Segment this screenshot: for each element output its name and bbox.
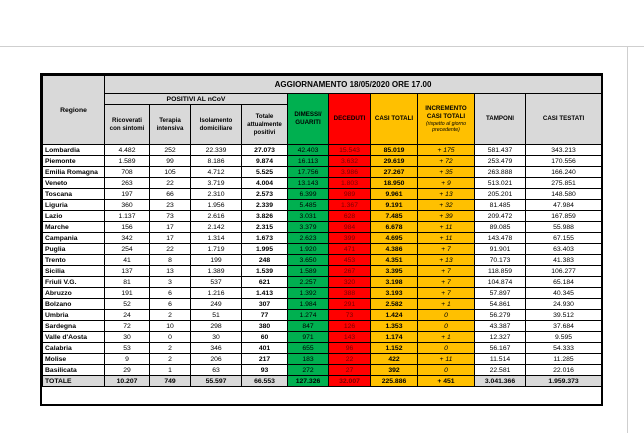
cell-terapia: 252 (150, 145, 191, 156)
cell-casi-testati: 41.383 (526, 255, 602, 266)
cell-ricoverati: 137 (105, 266, 150, 277)
cell-tamponi: 54.861 (475, 299, 526, 310)
cell-dimessi: 3.031 (288, 211, 329, 222)
cell-dimessi: 13.143 (288, 178, 329, 189)
cell-totale-positivi: 401 (242, 343, 288, 354)
cell-terapia: 23 (150, 200, 191, 211)
cell-ricoverati: 1.137 (105, 211, 150, 222)
cell-casi-totali: 9.961 (371, 189, 418, 200)
cell-ricoverati: 1.589 (105, 156, 150, 167)
cell-region: Calabria (43, 343, 105, 354)
cell-casi-totali: 2.582 (371, 299, 418, 310)
cell-terapia: 99 (150, 156, 191, 167)
cell-casi-testati: 54.333 (526, 343, 602, 354)
cell-totale-positivi: 1.673 (242, 233, 288, 244)
total-region: TOTALE (43, 376, 105, 387)
cell-incremento: + 7 (418, 266, 475, 277)
cell-terapia: 17 (150, 222, 191, 233)
cell-dimessi: 183 (288, 354, 329, 365)
cell-casi-testati: 9.595 (526, 332, 602, 343)
cell-ricoverati: 29 (105, 365, 150, 376)
header-casi-totali: CASI TOTALI (371, 94, 418, 145)
cell-deceduti: 126 (329, 321, 371, 332)
cell-casi-totali: 6.678 (371, 222, 418, 233)
cell-dimessi: 1.392 (288, 288, 329, 299)
total-casi-totali: 225.886 (371, 376, 418, 387)
total-terapia: 749 (150, 376, 191, 387)
cell-dimessi: 6.399 (288, 189, 329, 200)
cell-terapia: 66 (150, 189, 191, 200)
cell-casi-testati: 65.184 (526, 277, 602, 288)
cell-ricoverati: 156 (105, 222, 150, 233)
table-row (43, 299, 602, 310)
cell-tamponi: 143.478 (475, 233, 526, 244)
cell-region: Sicilia (43, 266, 105, 277)
table-row (43, 189, 602, 200)
cell-incremento: + 39 (418, 211, 475, 222)
cell-region: Piemonte (43, 156, 105, 167)
cell-incremento: + 7 (418, 288, 475, 299)
cell-totale-positivi: 27.073 (242, 145, 288, 156)
cell-terapia: 1 (150, 365, 191, 376)
cell-casi-totali: 3.395 (371, 266, 418, 277)
cell-incremento: 0 (418, 310, 475, 321)
cell-deceduti: 267 (329, 266, 371, 277)
cell-incremento: + 32 (418, 200, 475, 211)
cell-casi-testati: 39.512 (526, 310, 602, 321)
header-incremento-label: INCREMENTO CASI TOTALI (425, 105, 467, 120)
cell-dimessi: 3.650 (288, 255, 329, 266)
table-row (43, 244, 602, 255)
cell-totale-positivi: 2.339 (242, 200, 288, 211)
cell-isolamento: 298 (191, 321, 242, 332)
header-terapia: Terapia intensiva (150, 105, 191, 145)
cell-ricoverati: 72 (105, 321, 150, 332)
cell-region: Friuli V.G. (43, 277, 105, 288)
cell-deceduti: 399 (329, 233, 371, 244)
cell-totale-positivi: 77 (242, 310, 288, 321)
cell-region: Valle d'Aosta (43, 332, 105, 343)
cell-casi-totali: 4.695 (371, 233, 418, 244)
cell-dimessi: 1.589 (288, 266, 329, 277)
cell-ricoverati: 52 (105, 299, 150, 310)
cell-terapia: 8 (150, 255, 191, 266)
cell-ricoverati: 360 (105, 200, 150, 211)
table-row (43, 178, 602, 189)
cell-casi-totali: 3.193 (371, 288, 418, 299)
cell-tamponi: 81.485 (475, 200, 526, 211)
cell-casi-testati: 148.580 (526, 189, 602, 200)
cell-ricoverati: 254 (105, 244, 150, 255)
cell-deceduti: 1.367 (329, 200, 371, 211)
cell-region: Campania (43, 233, 105, 244)
cell-deceduti: 22 (329, 354, 371, 365)
cell-incremento: + 175 (418, 145, 475, 156)
table-row (43, 266, 602, 277)
cell-tamponi: 43.387 (475, 321, 526, 332)
cell-deceduti: 453 (329, 255, 371, 266)
cell-totale-positivi: 5.525 (242, 167, 288, 178)
covid-table (42, 75, 602, 387)
cell-terapia: 73 (150, 211, 191, 222)
cell-deceduti: 3.632 (329, 156, 371, 167)
header-isolamento: Isolamento domiciliare (191, 105, 242, 145)
cell-incremento: 0 (418, 321, 475, 332)
cell-totale-positivi: 2.573 (242, 189, 288, 200)
cell-isolamento: 199 (191, 255, 242, 266)
cell-region: Marche (43, 222, 105, 233)
cell-isolamento: 1.956 (191, 200, 242, 211)
header-dimessi: DIMESSI/ GUARITI (288, 94, 329, 145)
cell-tamponi: 263.888 (475, 167, 526, 178)
cell-casi-testati: 166.240 (526, 167, 602, 178)
cell-tamponi: 104.874 (475, 277, 526, 288)
total-tamponi: 3.041.366 (475, 376, 526, 387)
table-row (43, 332, 602, 343)
cell-tamponi: 70.173 (475, 255, 526, 266)
cell-ricoverati: 53 (105, 343, 150, 354)
cell-isolamento: 537 (191, 277, 242, 288)
cell-incremento: + 1 (418, 332, 475, 343)
cell-totale-positivi: 3.826 (242, 211, 288, 222)
cell-deceduti: 1.803 (329, 178, 371, 189)
cell-isolamento: 249 (191, 299, 242, 310)
table-title: AGGIORNAMENTO 18/05/2020 ORE 17.00 (105, 76, 602, 94)
cell-ricoverati: 342 (105, 233, 150, 244)
cell-incremento: + 13 (418, 255, 475, 266)
cell-totale-positivi: 380 (242, 321, 288, 332)
cell-tamponi: 581.437 (475, 145, 526, 156)
cell-casi-totali: 29.619 (371, 156, 418, 167)
cell-incremento: + 72 (418, 156, 475, 167)
cell-totale-positivi: 307 (242, 299, 288, 310)
cell-region: Basilicata (43, 365, 105, 376)
cell-casi-testati: 343.213 (526, 145, 602, 156)
cell-totale-positivi: 93 (242, 365, 288, 376)
table-row (43, 288, 602, 299)
header-incremento-note: (rispetto al giorno precedente) (425, 121, 467, 133)
header-positivi-group: POSITIVI AL nCoV (105, 94, 288, 105)
cell-dimessi: 17.756 (288, 167, 329, 178)
cell-casi-totali: 85.019 (371, 145, 418, 156)
cell-terapia: 2 (150, 310, 191, 321)
header-incremento (418, 94, 475, 145)
cell-ricoverati: 708 (105, 167, 150, 178)
cell-incremento: + 1 (418, 299, 475, 310)
cell-terapia: 0 (150, 332, 191, 343)
cell-deceduti: 73 (329, 310, 371, 321)
cell-tamponi: 513.021 (475, 178, 526, 189)
cell-ricoverati: 197 (105, 189, 150, 200)
cell-region: Sardegna (43, 321, 105, 332)
cell-casi-totali: 1.152 (371, 343, 418, 354)
cell-tamponi: 22.581 (475, 365, 526, 376)
table-row (43, 255, 602, 266)
cell-casi-totali: 4.386 (371, 244, 418, 255)
cell-totale-positivi: 1.995 (242, 244, 288, 255)
cell-totale-positivi: 1.539 (242, 266, 288, 277)
cell-deceduti: 143 (329, 332, 371, 343)
cell-dimessi: 1.920 (288, 244, 329, 255)
cell-tamponi: 12.327 (475, 332, 526, 343)
cell-region: Bolzano (43, 299, 105, 310)
cell-ricoverati: 263 (105, 178, 150, 189)
cell-region: Liguria (43, 200, 105, 211)
cell-incremento: + 7 (418, 244, 475, 255)
top-divider (0, 46, 644, 47)
cell-dimessi: 42.403 (288, 145, 329, 156)
cell-dimessi: 16.113 (288, 156, 329, 167)
cell-incremento: + 11 (418, 233, 475, 244)
cell-casi-testati: 40.345 (526, 288, 602, 299)
table-body (43, 145, 602, 376)
right-divider (627, 46, 628, 433)
header-deceduti: DECEDUTI (329, 94, 371, 145)
header-totale-positivi: Totale attualmente positivi (242, 105, 288, 145)
cell-casi-testati: 106.277 (526, 266, 602, 277)
total-ricoverati: 10.207 (105, 376, 150, 387)
cell-isolamento: 22.339 (191, 145, 242, 156)
cell-isolamento: 4.712 (191, 167, 242, 178)
cell-region: Emilia Romagna (43, 167, 105, 178)
cell-ricoverati: 30 (105, 332, 150, 343)
cell-incremento: + 11 (418, 354, 475, 365)
total-totale-positivi: 66.553 (242, 376, 288, 387)
cell-casi-totali: 3.198 (371, 277, 418, 288)
cell-region: Puglia (43, 244, 105, 255)
cell-isolamento: 346 (191, 343, 242, 354)
cell-isolamento: 3.719 (191, 178, 242, 189)
cell-region: Molise (43, 354, 105, 365)
covid-table-frame (40, 73, 603, 406)
cell-casi-testati: 47.984 (526, 200, 602, 211)
header-ricoverati: Ricoverati con sintomi (105, 105, 150, 145)
cell-casi-totali: 1.424 (371, 310, 418, 321)
table-row (43, 233, 602, 244)
cell-dimessi: 2.257 (288, 277, 329, 288)
cell-terapia: 2 (150, 343, 191, 354)
total-isolamento: 55.597 (191, 376, 242, 387)
cell-totale-positivi: 621 (242, 277, 288, 288)
header-tamponi: TAMPONI (475, 94, 526, 145)
cell-totale-positivi: 248 (242, 255, 288, 266)
cell-ricoverati: 4.482 (105, 145, 150, 156)
cell-isolamento: 1.216 (191, 288, 242, 299)
cell-totale-positivi: 2.315 (242, 222, 288, 233)
cell-terapia: 2 (150, 354, 191, 365)
cell-totale-positivi: 4.004 (242, 178, 288, 189)
cell-terapia: 13 (150, 266, 191, 277)
cell-incremento: + 13 (418, 189, 475, 200)
cell-casi-testati: 63.403 (526, 244, 602, 255)
table-row (43, 211, 602, 222)
cell-dimessi: 847 (288, 321, 329, 332)
cell-isolamento: 51 (191, 310, 242, 321)
table-row (43, 277, 602, 288)
cell-ricoverati: 191 (105, 288, 150, 299)
cell-region: Lombardia (43, 145, 105, 156)
cell-dimessi: 272 (288, 365, 329, 376)
cell-casi-testati: 37.684 (526, 321, 602, 332)
cell-ricoverati: 24 (105, 310, 150, 321)
cell-deceduti: 320 (329, 277, 371, 288)
cell-deceduti: 984 (329, 222, 371, 233)
cell-incremento: + 7 (418, 277, 475, 288)
cell-tamponi: 253.479 (475, 156, 526, 167)
cell-isolamento: 2.616 (191, 211, 242, 222)
cell-totale-positivi: 9.874 (242, 156, 288, 167)
cell-casi-totali: 1.353 (371, 321, 418, 332)
cell-tamponi: 56.279 (475, 310, 526, 321)
cell-terapia: 10 (150, 321, 191, 332)
cell-tamponi: 209.472 (475, 211, 526, 222)
cell-deceduti: 291 (329, 299, 371, 310)
cell-terapia: 105 (150, 167, 191, 178)
cell-region: Trento (43, 255, 105, 266)
cell-dimessi: 5.485 (288, 200, 329, 211)
cell-casi-totali: 9.191 (371, 200, 418, 211)
cell-casi-testati: 170.556 (526, 156, 602, 167)
cell-dimessi: 655 (288, 343, 329, 354)
table-row (43, 343, 602, 354)
cell-casi-totali: 1.174 (371, 332, 418, 343)
table-row (43, 200, 602, 211)
cell-dimessi: 1.984 (288, 299, 329, 310)
cell-totale-positivi: 1.413 (242, 288, 288, 299)
cell-deceduti: 989 (329, 189, 371, 200)
cell-deceduti: 471 (329, 244, 371, 255)
cell-dimessi: 1.274 (288, 310, 329, 321)
cell-isolamento: 1.314 (191, 233, 242, 244)
cell-isolamento: 2.310 (191, 189, 242, 200)
cell-region: Veneto (43, 178, 105, 189)
cell-incremento: + 11 (418, 222, 475, 233)
cell-tamponi: 118.859 (475, 266, 526, 277)
cell-isolamento: 1.389 (191, 266, 242, 277)
cell-isolamento: 8.186 (191, 156, 242, 167)
cell-casi-testati: 11.285 (526, 354, 602, 365)
cell-casi-totali: 18.950 (371, 178, 418, 189)
cell-dimessi: 3.379 (288, 222, 329, 233)
cell-casi-totali: 4.351 (371, 255, 418, 266)
table-row (43, 310, 602, 321)
header-regione: Regione (43, 76, 105, 145)
cell-dimessi: 2.623 (288, 233, 329, 244)
cell-casi-testati: 275.851 (526, 178, 602, 189)
cell-incremento: + 9 (418, 178, 475, 189)
cell-casi-totali: 27.267 (371, 167, 418, 178)
table-row (43, 222, 602, 233)
cell-isolamento: 2.142 (191, 222, 242, 233)
table-row (43, 167, 602, 178)
cell-casi-totali: 392 (371, 365, 418, 376)
cell-tamponi: 57.897 (475, 288, 526, 299)
table-row (43, 145, 602, 156)
cell-casi-testati: 67.155 (526, 233, 602, 244)
cell-terapia: 17 (150, 233, 191, 244)
total-deceduti: 32.007 (329, 376, 371, 387)
cell-tamponi: 91.901 (475, 244, 526, 255)
header-casi-testati: CASI TESTATI (526, 94, 602, 145)
cell-totale-positivi: 217 (242, 354, 288, 365)
cell-isolamento: 206 (191, 354, 242, 365)
cell-casi-totali: 7.485 (371, 211, 418, 222)
table-row (43, 321, 602, 332)
cell-deceduti: 3.986 (329, 167, 371, 178)
table-row (43, 354, 602, 365)
cell-totale-positivi: 60 (242, 332, 288, 343)
total-casi-testati: 1.959.373 (526, 376, 602, 387)
cell-deceduti: 96 (329, 343, 371, 354)
cell-incremento: 0 (418, 365, 475, 376)
total-dimessi: 127.326 (288, 376, 329, 387)
cell-terapia: 22 (150, 178, 191, 189)
cell-isolamento: 1.719 (191, 244, 242, 255)
total-row (43, 376, 602, 387)
total-incremento: + 451 (418, 376, 475, 387)
cell-tamponi: 205.201 (475, 189, 526, 200)
cell-terapia: 6 (150, 299, 191, 310)
cell-deceduti: 388 (329, 288, 371, 299)
cell-incremento: 0 (418, 343, 475, 354)
cell-region: Lazio (43, 211, 105, 222)
cell-casi-testati: 167.859 (526, 211, 602, 222)
cell-deceduti: 15.543 (329, 145, 371, 156)
cell-ricoverati: 81 (105, 277, 150, 288)
cell-isolamento: 63 (191, 365, 242, 376)
cell-terapia: 22 (150, 244, 191, 255)
table-row (43, 365, 602, 376)
cell-deceduti: 27 (329, 365, 371, 376)
cell-terapia: 3 (150, 277, 191, 288)
cell-casi-testati: 22.016 (526, 365, 602, 376)
cell-terapia: 6 (150, 288, 191, 299)
cell-dimessi: 971 (288, 332, 329, 343)
cell-tamponi: 89.085 (475, 222, 526, 233)
cell-casi-totali: 422 (371, 354, 418, 365)
cell-region: Toscana (43, 189, 105, 200)
cell-deceduti: 628 (329, 211, 371, 222)
cell-isolamento: 30 (191, 332, 242, 343)
cell-incremento: + 35 (418, 167, 475, 178)
cell-tamponi: 11.514 (475, 354, 526, 365)
table-row (43, 156, 602, 167)
cell-ricoverati: 41 (105, 255, 150, 266)
cell-tamponi: 56.167 (475, 343, 526, 354)
cell-casi-testati: 24.930 (526, 299, 602, 310)
cell-ricoverati: 9 (105, 354, 150, 365)
cell-region: Umbria (43, 310, 105, 321)
cell-region: Abruzzo (43, 288, 105, 299)
cell-casi-testati: 55.988 (526, 222, 602, 233)
